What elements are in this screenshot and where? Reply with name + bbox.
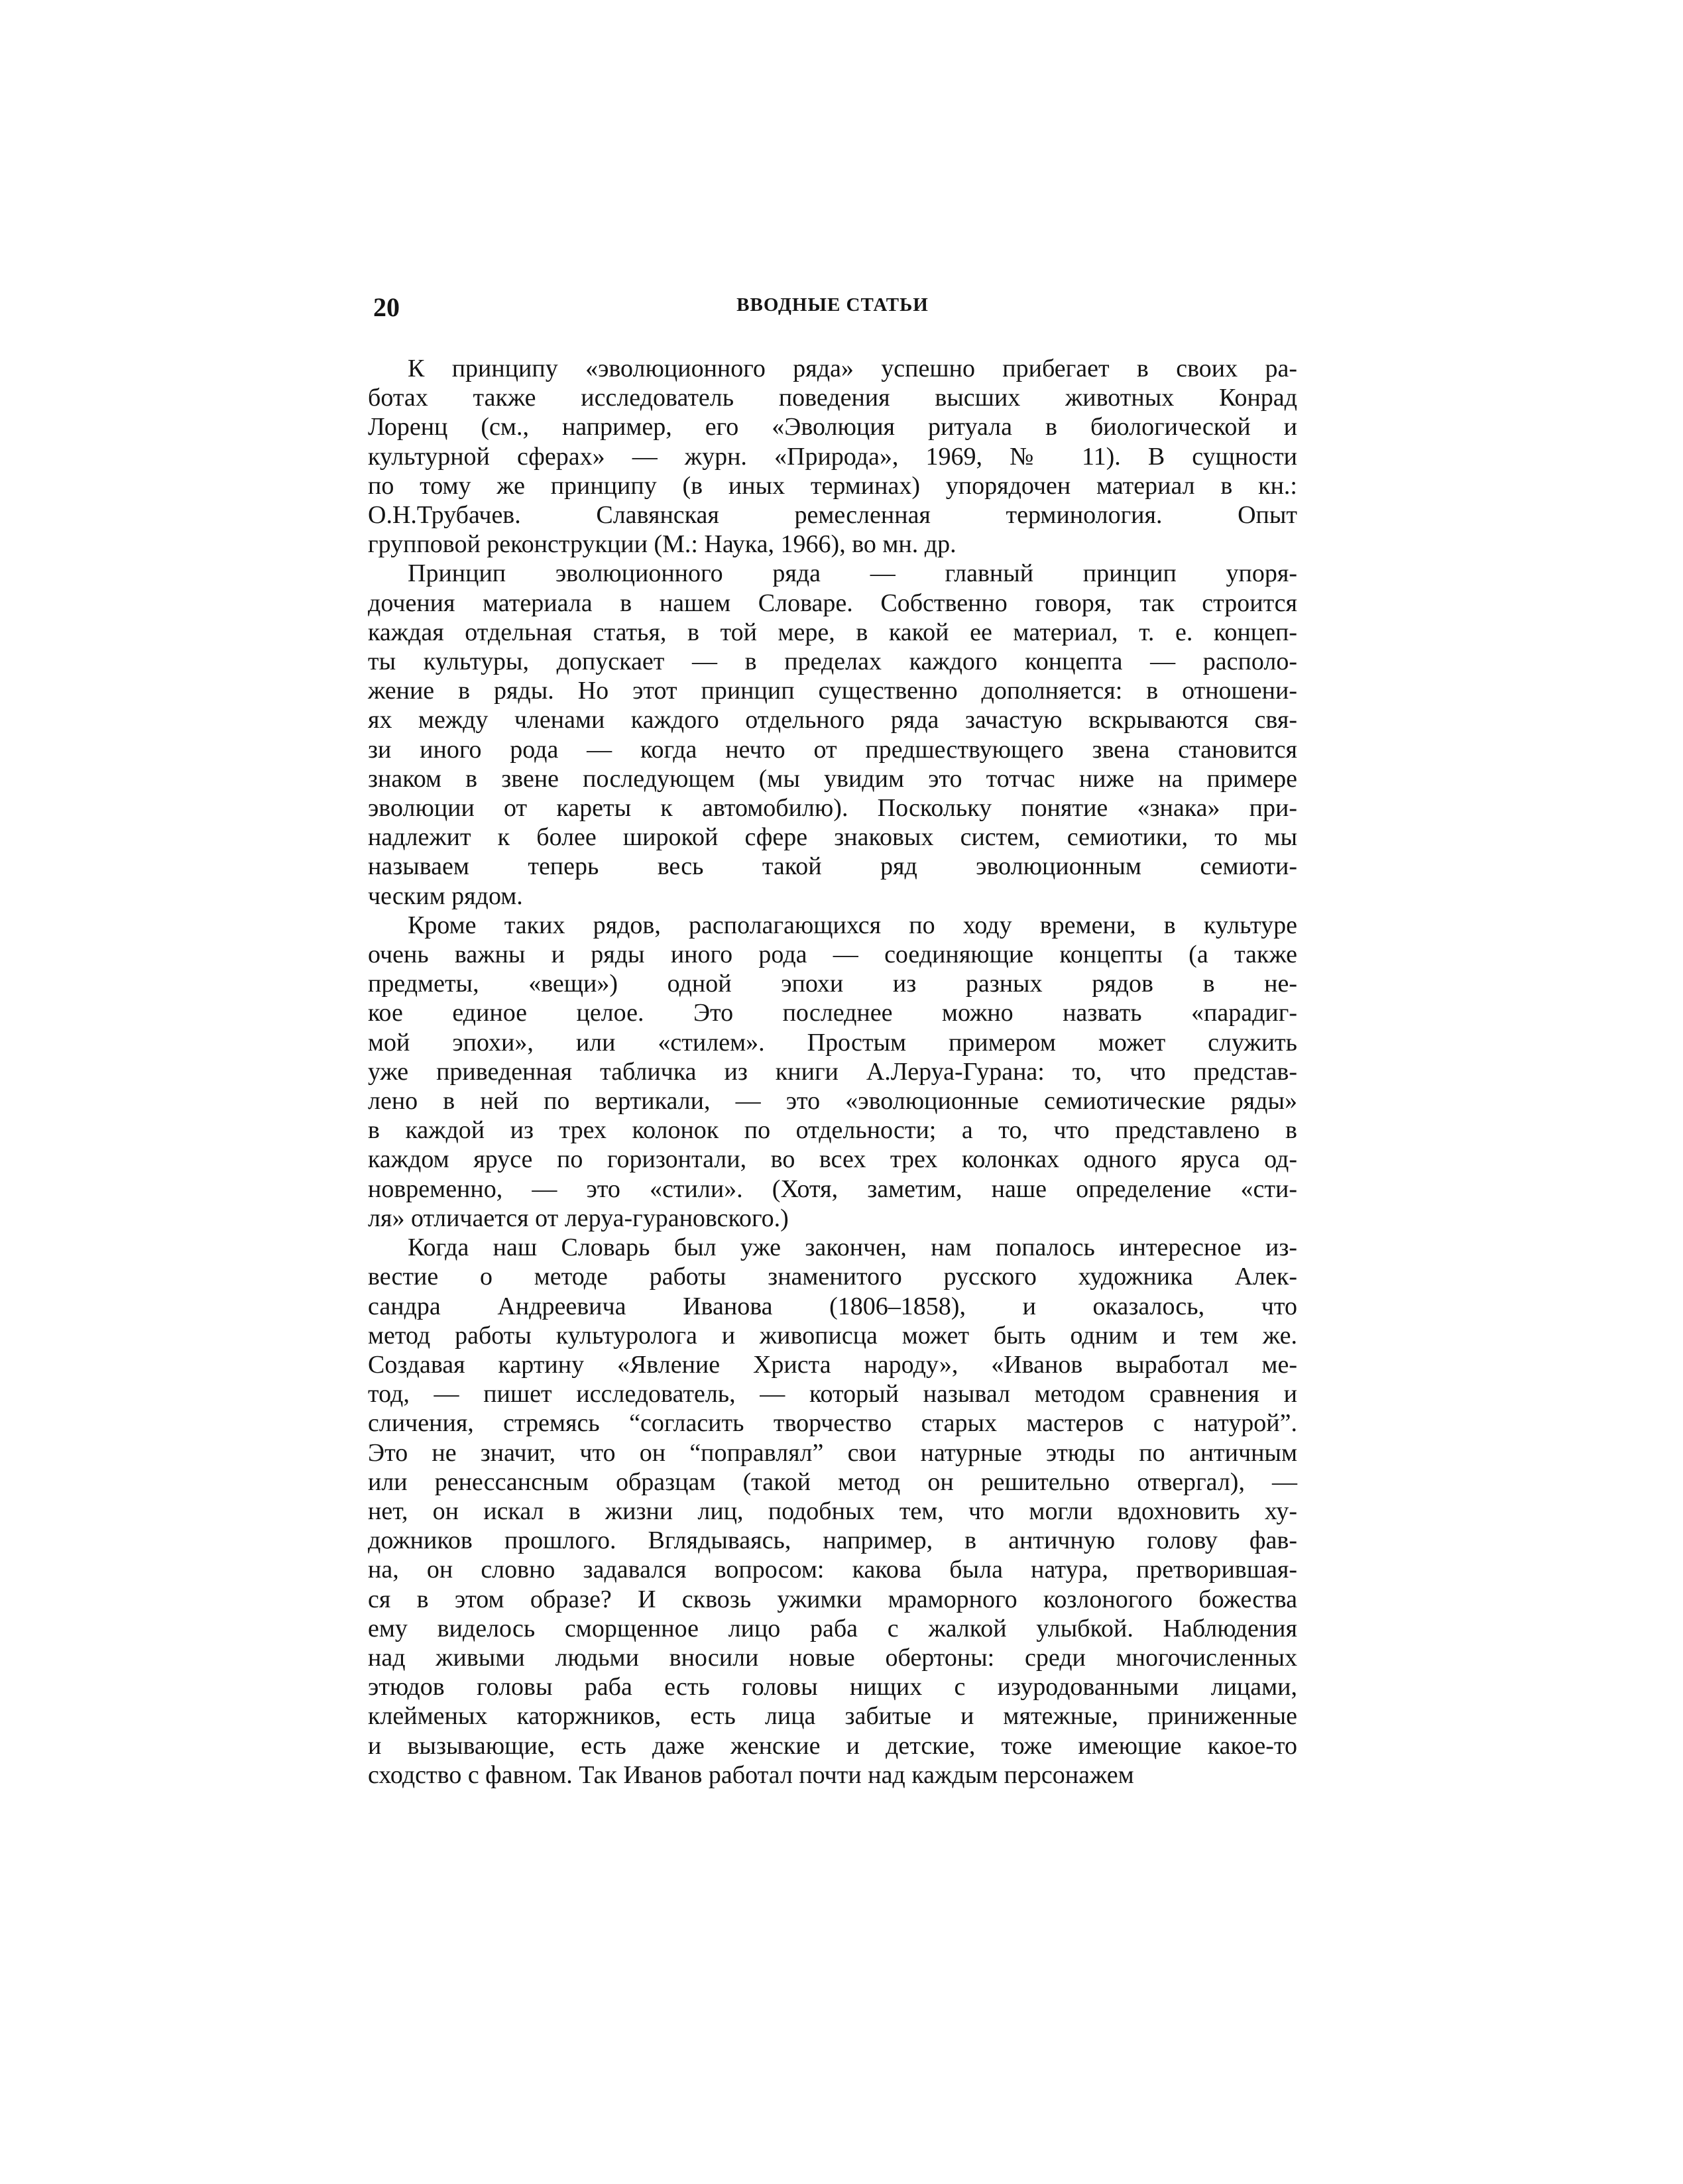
text-line: сходство с фавном. Так Иванов работал почти над каждым персонажем bbox=[368, 1760, 1134, 1789]
text-line: зи иного рода — когда нечто от предшествующего звена становится bbox=[368, 735, 1297, 764]
paragraph bbox=[368, 1233, 1297, 1790]
text-line: над живыми людьми вносили новые обертоны: среди многочисленных bbox=[368, 1643, 1297, 1672]
text-line: каждая отдельная статья, в той мере, в какой ее материал, т. е. концеп- bbox=[368, 618, 1297, 646]
text-line: нет, он искал в жизни лиц, подобных тем, что могли вдохновить ху- bbox=[368, 1497, 1297, 1525]
text-line: вестие о методе работы знаменитого русского художника Алек- bbox=[368, 1263, 1297, 1291]
text-line: групповой реконструкции (М.: Наука, 1966), во мн. др. bbox=[368, 530, 957, 559]
running-head bbox=[368, 292, 1297, 334]
text-line: ся в этом образе? И сквозь ужимки мраморного козлоногого божества bbox=[368, 1585, 1297, 1613]
text-line: лено в ней по вертикали, — это «эволюционные семиотические ряды» bbox=[368, 1087, 1297, 1116]
text-line: по тому же принципу (в иных терминах) упорядочен материал в кн.: bbox=[368, 471, 1297, 500]
page-number: 20 bbox=[373, 292, 400, 322]
text-line: ты культуры, допускает — в пределах каждого концепта — располо- bbox=[368, 648, 1297, 676]
text-line: дочения материала в нашем Словаре. Собственно говоря, так строится bbox=[368, 589, 1297, 617]
text-line: клейменых каторжников, есть лица забитые и мятежные, приниженные bbox=[368, 1702, 1297, 1731]
text-line: каждом ярусе по горизонтали, во всех трех колонках одного яруса од- bbox=[368, 1145, 1297, 1174]
text-line: ля» отличается от леруа-гурановского.) bbox=[368, 1204, 789, 1232]
text-line: ческим рядом. bbox=[368, 882, 523, 910]
text-line: в каждой из трех колонок по отдельности; а то, что представлено в bbox=[368, 1116, 1297, 1145]
text-line: дожников прошлого. Вглядываясь, например, в античную голову фав- bbox=[368, 1526, 1297, 1555]
text-line: называем теперь весь такой ряд эволюционным семиоти- bbox=[368, 852, 1297, 881]
text-line: на, он словно задавался вопросом: какова была натура, претворившая- bbox=[368, 1556, 1297, 1584]
text-line: К принципу «эволюционного ряда» успешно прибегает в своих ра- bbox=[408, 355, 1297, 382]
body-text bbox=[368, 354, 1297, 1790]
paragraph bbox=[368, 559, 1297, 910]
text-line: ях между членами каждого отдельного ряда зачастую вскрываются свя- bbox=[368, 706, 1297, 734]
paragraph bbox=[368, 354, 1297, 559]
section-title: ВВОДНЫЕ СТАТЬИ bbox=[736, 294, 929, 316]
text-line: сличения, стремясь “согласить творчество старых мастеров с натурой”. bbox=[368, 1409, 1297, 1438]
text-line: эволюции от кареты к автомобилю). Поскольку понятие «знака» при- bbox=[368, 794, 1297, 823]
text-line: знаком в звене последующем (мы увидим это тотчас ниже на примере bbox=[368, 764, 1297, 793]
book-page bbox=[368, 292, 1297, 1790]
text-line: Когда наш Словарь был уже закончен, нам попалось интересное из- bbox=[408, 1234, 1297, 1262]
text-line: Создавая картину «Явление Христа народу», «Иванов выработал ме- bbox=[368, 1350, 1297, 1379]
text-line: Принцип эволюционного ряда — главный принцип упоря- bbox=[408, 559, 1297, 588]
text-line: этюдов головы раба есть головы нищих с изуродованными лицами, bbox=[368, 1673, 1297, 1701]
text-line: ботах также исследователь поведения высших животных Конрад bbox=[368, 384, 1297, 412]
text-line: предметы, «вещи») одной эпохи из разных рядов в не- bbox=[368, 970, 1297, 998]
text-line: культурной сферах» — журн. «Природа», 1969, № 11). В сущности bbox=[368, 442, 1297, 471]
text-line: сандра Андреевича Иванова (1806–1858), и оказалось, что bbox=[368, 1292, 1297, 1320]
text-line: тод, — пишет исследователь, — который называл методом сравнения и bbox=[368, 1380, 1297, 1408]
text-line: мой эпохи», или «стилем». Простым примером может служить bbox=[368, 1028, 1297, 1057]
text-line: метод работы культуролога и живописца может быть одним и тем же. bbox=[368, 1321, 1297, 1350]
text-line: ему виделось сморщенное лицо раба с жалкой улыбкой. Наблюдения bbox=[368, 1614, 1297, 1642]
text-line: или ренессансным образцам (такой метод он решительно отвергал), — bbox=[368, 1467, 1297, 1496]
text-line: новременно, — это «стили». (Хотя, заметим, наше определение «сти- bbox=[368, 1175, 1297, 1203]
paragraph bbox=[368, 911, 1297, 1233]
text-line: уже приведенная табличка из книги А.Леруа-Гурана: то, что представ- bbox=[368, 1057, 1297, 1086]
text-line: Это не значит, что он “поправлял” свои натурные этюды по античным bbox=[368, 1438, 1297, 1467]
text-line: Лоренц (см., например, его «Эволюция ритуала в биологической и bbox=[368, 413, 1297, 441]
text-line: жение в ряды. Но этот принцип существенно дополняется: в отношени- bbox=[368, 677, 1297, 705]
text-line: надлежит к более широкой сфере знаковых систем, семиотики, то мы bbox=[368, 823, 1297, 852]
text-line: Кроме таких рядов, располагающихся по ходу времени, в культуре bbox=[408, 911, 1297, 939]
text-line: О.Н.Трубачев. Славянская ремесленная терминология. Опыт bbox=[368, 501, 1297, 530]
text-line: кое единое целое. Это последнее можно назвать «парадиг- bbox=[368, 999, 1297, 1027]
text-line: и вызывающие, есть даже женские и детские, тоже имеющие какое-то bbox=[368, 1731, 1297, 1760]
text-line: очень важны и ряды иного рода — соединяющие концепты (а также bbox=[368, 941, 1297, 969]
